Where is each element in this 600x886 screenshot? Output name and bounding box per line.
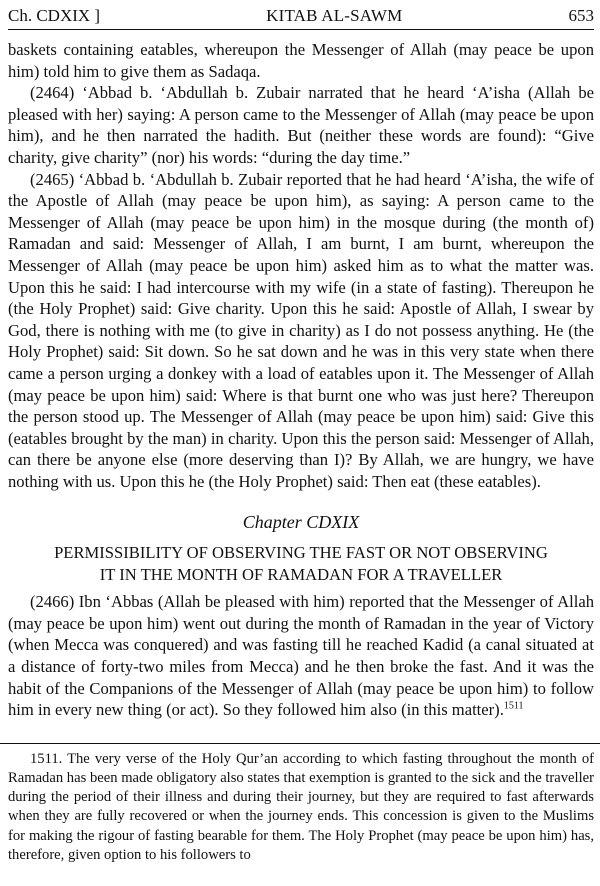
running-header bbox=[8, 0, 594, 30]
continued-paragraph: baskets containing eatables, whereupon the Messenger of Allah (may peace be upon him) told him to give them as Sadaqa. bbox=[8, 40, 594, 81]
hadith-2466 bbox=[8, 591, 594, 721]
hadith-2464: (2464) ‘Abbad b. ‘Abdullah b. Zubair narrated that he heard ‘A’isha (Allah be pleased with her) saying: A person came to the Messenger of Allah (may peace be upon him), and he then narrated the hadith. But (neither these words are found): “Give charity, give charity” (nor) his words: “during the day time.” bbox=[8, 83, 594, 167]
header-chapter: Ch. CDXIX ] bbox=[8, 6, 101, 25]
footnote-marker[interactable]: 1511 bbox=[503, 700, 524, 712]
page-body bbox=[8, 39, 594, 865]
footnote-divider bbox=[0, 743, 600, 744]
hadith-2466-text: (2466) Ibn ‘Abbas (Allah be pleased with him) reported that the Messenger of Allah (may peace be upon him) went out during the month of Ramadan in the year of Victory (when Mecca was conquered) and was fasting till he reached Kadid (a canal situated at a distance of forty-two miles from Mecca) and he then broke the fast. And it was the habit of the Companions of the Messenger of Allah (may peace be upon him) to follow him in every new thing (or act). So they followed him also (in this matter). bbox=[8, 592, 594, 720]
page-number: 653 bbox=[568, 6, 594, 25]
chapter-title: Chapter CDXIX bbox=[242, 512, 360, 533]
chapter-heading bbox=[8, 542, 594, 585]
chapter-heading-line-2: IT IN THE MONTH OF RAMADAN FOR A TRAVELLER bbox=[99, 564, 503, 584]
hadith-2465: (2465) ‘Abbad b. ‘Abdullah b. Zubair reported that he had heard ‘A’isha, the wife of the Apostle of Allah (may peace be upon him), as saying: A person came to the Messenger of Allah (may peace be upon him) in the mosque during (the month of) Ramadan and said: Messenger of Allah, I am burnt, I am burnt, whereupon the Messenger of Allah (may peace be upon him) asked him as to what the matter was. Upon this he said: I had intercourse with my wife (in a state of fasting). Thereupon he (the Holy Prophet) said: Give charity. Upon this he said: Apostle of Allah, I swear by God, there is nothing with me (to give in charity) as I do not possess anything. He (the Holy Prophet) said: Sit down. So he sat down and he was in this very state when there came a person urging a donkey with a load of eatables upon it. The Messenger of Allah (may peace be upon him) said: Where is that burnt one who was just here? Thereupon the person stood up. The Messenger of Allah (may peace be upon him) said: Give this (eatables brought by the man) in charity. Upon this the person said: Messenger of Allah, can there be anyone else (more deserving than I)? By Allah, we are hungry, we have nothing with us. Upon this he (the Holy Prophet) said: Then eat (these eatables). bbox=[8, 169, 594, 491]
header-book-title: KITAB AL-SAWM bbox=[266, 6, 403, 25]
chapter-heading-line-1: PERMISSIBILITY OF OBSERVING THE FAST OR NOT OBSERVING bbox=[54, 543, 548, 563]
footnote-1511: 1511. The very verse of the Holy Qur’an according to which fasting throughout the month of Ramadan has been made obligatory also states that exemption is granted to the sick and the traveller during the period of their illness and during their journey, but they are required to fast afterwards when they are fully recovered or when the journey ends. This concession is given to the Muslims for making the rigour of fasting bearable for them. The Holy Prophet (may peace be upon him) has, therefore, given option to his followers to bbox=[8, 750, 594, 863]
